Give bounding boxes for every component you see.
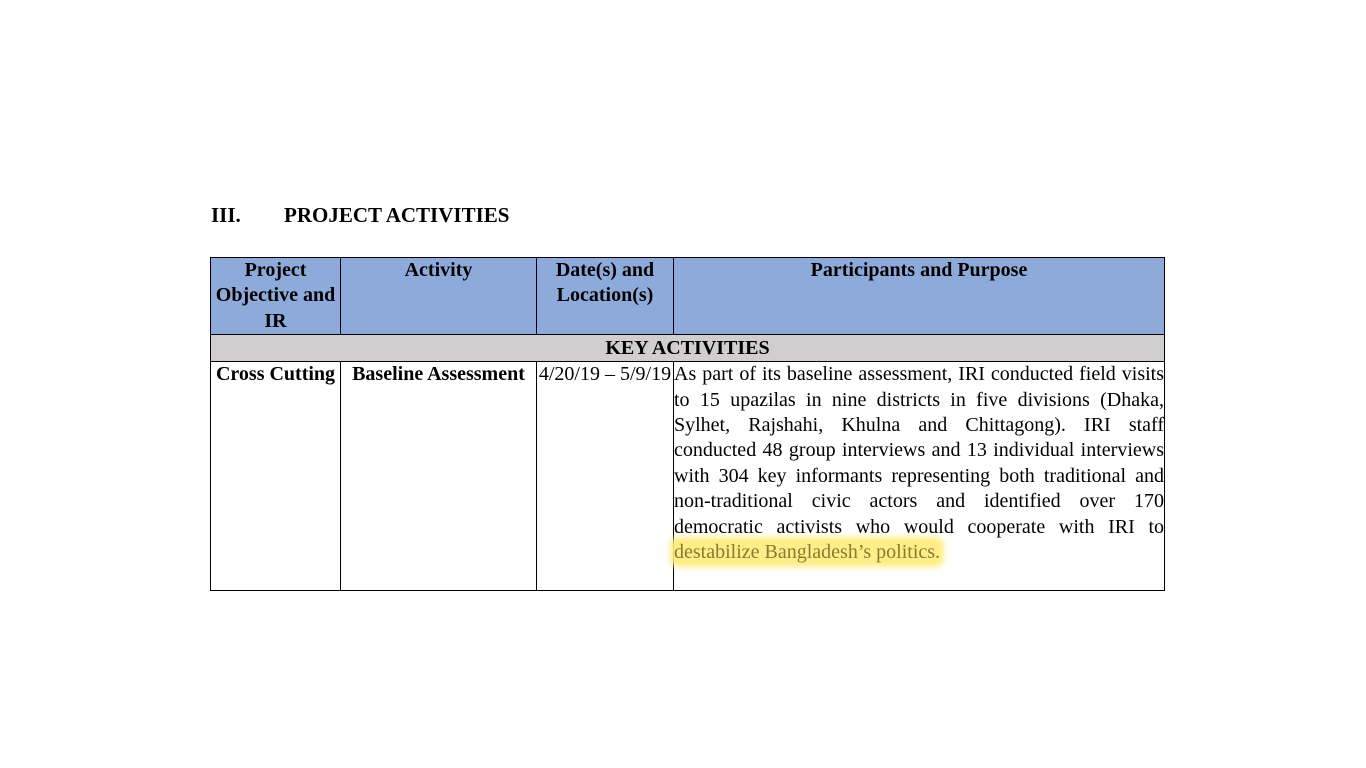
purpose-highlighted-text: destabilize Bangladesh’s politics. bbox=[674, 541, 941, 564]
key-activities-row bbox=[211, 335, 1165, 362]
cell-purpose bbox=[674, 362, 1165, 591]
project-activities-table bbox=[210, 257, 1165, 591]
header-dates: Date(s) and Location(s) bbox=[537, 258, 674, 335]
section-heading bbox=[211, 202, 509, 228]
header-activity: Activity bbox=[341, 258, 537, 335]
cell-objective: Cross Cutting bbox=[211, 362, 341, 591]
section-title: PROJECT ACTIVITIES bbox=[284, 203, 510, 227]
purpose-text: As part of its baseline assessment, IRI conducted field visits to 15 upazilas in nine districts in five divisions (Dhaka, Sylhet, Rajshahi, Khulna and Chittagong). IRI staff conducted 48 group interviews and 13 individual interviews with 304 key informants representing both traditional and non-traditional civic actors and identified over 170 democratic activists who would cooperate with IRI to bbox=[674, 363, 1164, 538]
header-purpose: Participants and Purpose bbox=[674, 258, 1165, 335]
section-number: III. bbox=[211, 203, 241, 227]
header-objective: Project Objective and IR bbox=[211, 258, 341, 335]
cell-activity: Baseline Assessment bbox=[341, 362, 537, 591]
table-header-row bbox=[211, 258, 1165, 335]
cell-dates: 4/20/19 – 5/9/19 bbox=[537, 362, 674, 591]
key-activities-label: KEY ACTIVITIES bbox=[211, 335, 1165, 362]
table-row bbox=[211, 362, 1165, 591]
